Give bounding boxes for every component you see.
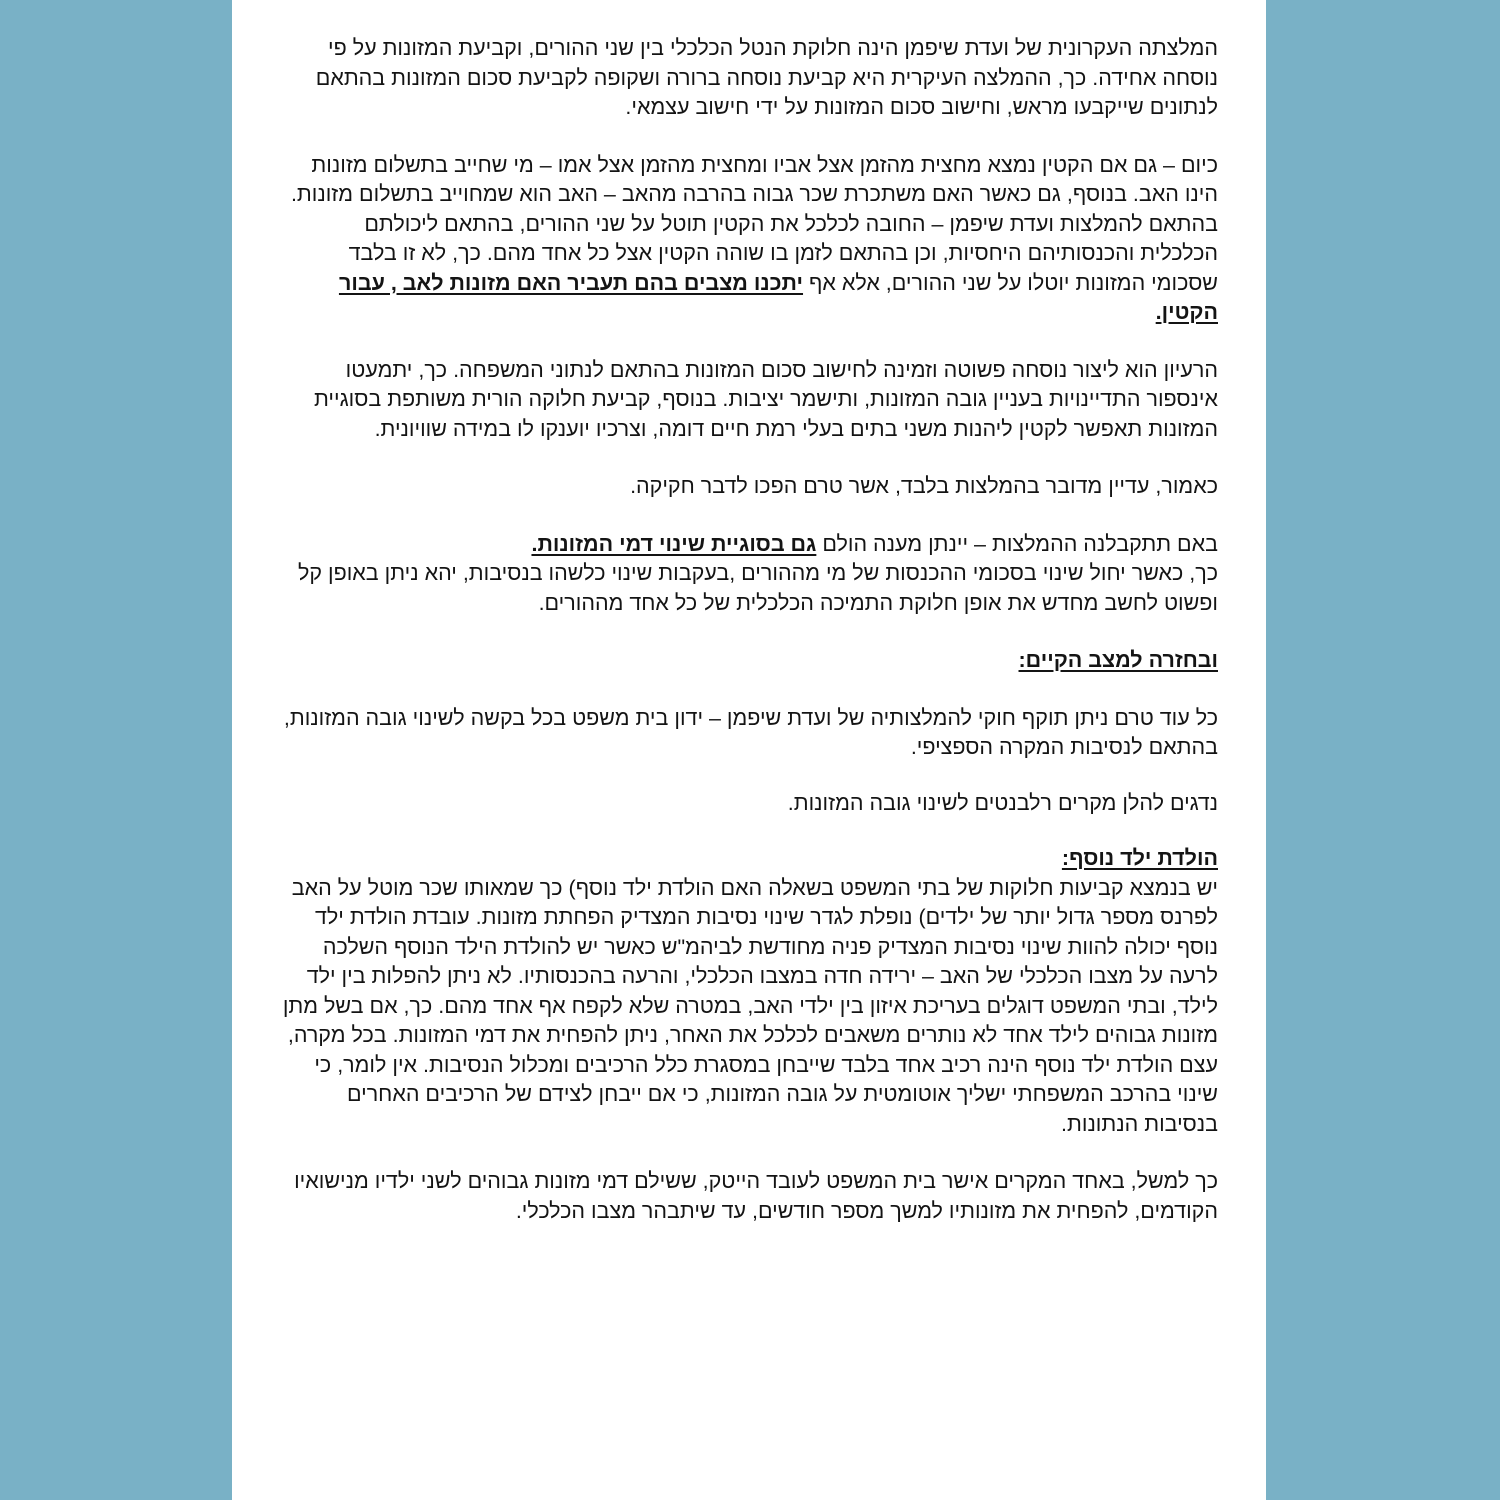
paragraph-hitech-example: כך למשל, באחד המקרים אישר בית המשפט לעובד הייטק, ששילם דמי מזונות גבוהים לשני ילדיו מנישואיו הקודמים, להפחית את מזונותיו למשך מספר חודשים, עד שיתבהר מצבו הכלכלי. [294, 1169, 1218, 1223]
paragraph-recalculation: כך, כאשר יחול שינוי בסכומי ההכנסות של מי מההורים ,בעקבות שינוי כלשהו בנסיבות, יהא ניתן באופן קל ופשוט לחשב מחדש את אופן חלוקת התמיכה הכלכלית של כל אחד מההורים. [297, 561, 1218, 615]
heading-additional-child: הולדת ילד נוסף: [1061, 846, 1218, 870]
paragraph-court-decides: כל עוד טרם ניתן תוקף חוקי להמלצותיה של ועדת שיפמן – ידון בית משפט בכל בקשה לשינוי גובה המזונות, בהתאם לנסיבות המקרה הספציפי. [283, 705, 1218, 759]
paragraph-recommendation-text: בהתאם להמלצות ועדת שיפמן – החובה לכלכל את הקטין תוטל על שני ההורים, בהתאם ליכולתם הכלכלית והכנסותיהם היחסיות, וכן בהתאם לזמן בו שוהה הקטין אצל כל אחד מהם. כך, לא זו בלבד שסכומי המזונות יוטלו על שני ההורים, אלא אף [348, 211, 1218, 295]
paragraph-gap [282, 818, 1218, 844]
paragraph-recommendations-only: כאמור, עדיין מדובר בהמלצות בלבד, אשר טרם הפכו לדבר חקיקה. [630, 474, 1218, 498]
paragraph-recommendation [282, 210, 1218, 328]
paragraph-gap [282, 502, 1218, 530]
paragraph-if-accepted-text: באם תתקבלנה ההמלצות – יינתן מענה הולם [816, 531, 1218, 556]
paragraph-gap [282, 123, 1218, 151]
paragraph-formula-idea: הרעיון הוא ליצור נוסחה פשוטה וזמינה לחישוב סכום המזונות בהתאם לנתוני המשפחה. כך, יתמעטו אינספור התדיינויות בעניין גובה המזונות, ותישמר יציבות. בנוסף, קביעת חלוקה הורית משותפת בסוגיית המזונות תאפשר לקטין ליהנות משני בתים בעלי רמת חיים דומה, וצרכיו יוענקו לו במידה שוויונית. [314, 357, 1218, 441]
emphasis-change-alimony: גם בסוגיית שינוי דמי המזונות. [531, 531, 817, 556]
document-body [282, 34, 1218, 1226]
heading-back-to-current: ובחזרה למצב הקיים: [1018, 648, 1218, 672]
paragraph-gap [282, 618, 1218, 646]
paragraph-gap [282, 1139, 1218, 1167]
emphasis-mother-pays-father: יתכנו מצבים בהם תעביר האם מזונות לאב , עבור הקטין. [338, 270, 1218, 324]
paragraph-current-situation: כיום – גם אם הקטין נמצא מחצית מהזמן אצל אביו ומחצית מהזמן אצל אמו – מי שחייב בתשלום מזונות הינו האב. בנוסף, גם כאשר האם משתכרת שכר גבוה בהרבה מהאב – האב הוא שמחוייב בתשלום מזונות. [290, 152, 1218, 206]
paragraph-gap [282, 763, 1218, 789]
paragraph-additional-child: יש בנמצא קביעות חלוקות של בתי המשפט בשאלה האם הולדת ילד נוסף) כך שמאותו שכר מוטל על האב לפרנס מספר גדול יותר של ילדים) נופלת לגדר שינוי נסיבות המצדיק הפחתת מזונות. עובדת הולדת ילד נוסף יכולה להוות שינוי נסיבות המצדיק פניה מחודשת לביהמ"ש כאשר יש להולדת הילד הנוסף השלכה לרעה על מצבו הכלכלי של האב – ירידה חדה במצבו הכלכלי, והרעה בהכנסותיו. לא ניתן להפלות בין ילד לילד, ובתי המשפט דוגלים בעריכת איזון בין ילדי האב, במטרה שלא לקפח אף אחד מהם. כך, אם בשל מתן מזונות גבוהים לילד אחד לא נותרים משאבים לכלכל את האחר, ניתן להפחית את דמי המזונות. בכל מקרה, עצם הולדת ילד נוסף הינה רכיב אחד בלבד שייבחן במסגרת כלל הרכיבים ומכלול הנסיבות. אין לומר, כי שינוי בהרכב המשפחתי ישליך אוטומטית על גובה המזונות, כי אם ייבחן לצידם של הרכיבים האחרים בנסיבות הנתונות. [282, 875, 1218, 1136]
paragraph-examples-intro: נדגים להלן מקרים רלבנטים לשינוי גובה המזונות. [787, 790, 1218, 815]
document-page [232, 0, 1266, 1500]
paragraph-if-accepted [282, 530, 1218, 560]
paragraph-gap [282, 328, 1218, 356]
paragraph-shiffman-principle: המלצתה העקרונית של ועדת שיפמן הינה חלוקת הנטל הכלכלי בין שני ההורים, וקביעת המזונות על פי נוסחה אחידה. כך, ההמלצה העיקרית היא קביעת נוסחה ברורה ושקופה לקביעת סכום המזונות בהתאם לנתונים שייקבעו מראש, וחישוב סכום המזונות על ידי חישוב עצמאי. [315, 36, 1218, 119]
paragraph-gap [282, 676, 1218, 704]
paragraph-gap [282, 444, 1218, 472]
